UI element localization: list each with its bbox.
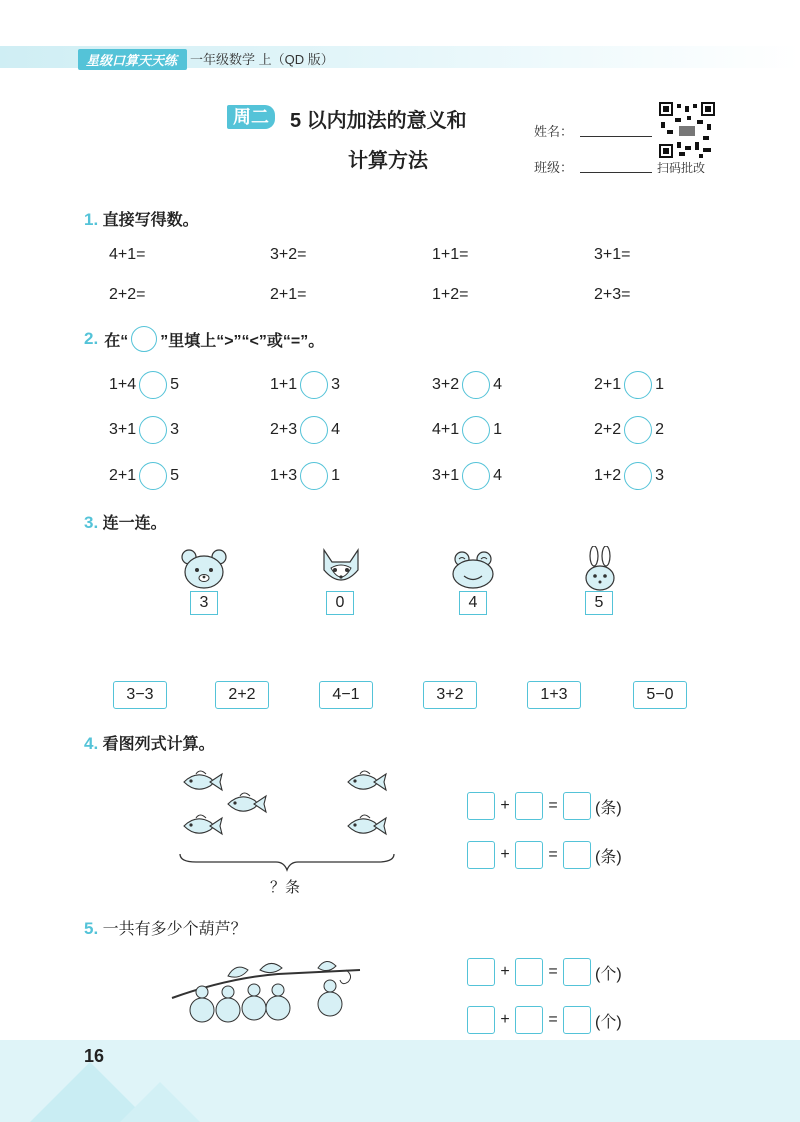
answer-box[interactable] bbox=[515, 958, 543, 986]
answer-box[interactable] bbox=[563, 841, 591, 869]
s1-expr: 1+1= bbox=[432, 246, 469, 263]
answer-circle[interactable] bbox=[300, 371, 328, 399]
section-2-text-a: 在“ bbox=[104, 332, 129, 350]
answer-box[interactable] bbox=[467, 958, 495, 986]
compare-item: 4+1 1 bbox=[432, 416, 502, 444]
frog-icon bbox=[450, 550, 496, 590]
section-4-number: 4. bbox=[84, 734, 99, 753]
footer-pattern bbox=[0, 1040, 800, 1122]
compare-item: 3+1 3 bbox=[109, 416, 179, 444]
answer-box[interactable] bbox=[467, 1006, 495, 1034]
sample-circle bbox=[131, 326, 157, 352]
gourd-icon bbox=[242, 984, 266, 1020]
fish-icon bbox=[348, 815, 386, 834]
answer-circle[interactable] bbox=[462, 371, 490, 399]
qr-caption: 扫码批改 bbox=[657, 161, 706, 175]
s1-expr: 2+1= bbox=[270, 286, 307, 303]
section-2-number: 2. bbox=[84, 329, 99, 348]
expression-box[interactable]: 3+2 bbox=[423, 681, 477, 709]
gourd-icon bbox=[216, 986, 240, 1022]
answer-circle[interactable] bbox=[139, 462, 167, 490]
number-box[interactable]: 4 bbox=[459, 591, 487, 615]
section-3-heading bbox=[84, 510, 167, 533]
compare-item: 1+4 5 bbox=[109, 371, 179, 399]
class-field[interactable] bbox=[580, 158, 652, 173]
fish-icon bbox=[184, 815, 222, 834]
expression-box[interactable]: 4−1 bbox=[319, 681, 373, 709]
expression-box[interactable]: 5−0 bbox=[633, 681, 687, 709]
compare-item: 1+3 1 bbox=[270, 462, 340, 490]
number-box[interactable]: 0 bbox=[326, 591, 354, 615]
compare-item: 3+1 4 bbox=[432, 462, 502, 490]
answer-box[interactable] bbox=[563, 958, 591, 986]
number-box[interactable]: 5 bbox=[585, 591, 613, 615]
fish-icon bbox=[228, 793, 266, 812]
section-1-text: 直接写得数。 bbox=[102, 212, 199, 229]
section-5-heading bbox=[84, 916, 247, 939]
s1-expr: 3+1= bbox=[594, 246, 631, 263]
answer-box[interactable] bbox=[563, 1006, 591, 1034]
name-field[interactable] bbox=[580, 122, 652, 137]
compare-item: 1+1 3 bbox=[270, 371, 340, 399]
page-title-line1: 5 以内加法的意义和 bbox=[290, 110, 467, 132]
bear-icon bbox=[180, 548, 228, 590]
equation-row: + = (个) bbox=[467, 958, 622, 986]
s1-expr: 1+2= bbox=[432, 286, 469, 303]
book-title: 一年级数学 上（QD 版） bbox=[190, 52, 334, 67]
s1-expr: 4+1= bbox=[109, 246, 146, 263]
compare-item: 2+1 5 bbox=[109, 462, 179, 490]
s1-expr: 2+2= bbox=[109, 286, 146, 303]
answer-circle[interactable] bbox=[462, 462, 490, 490]
section-1-number: 1. bbox=[84, 210, 99, 229]
gourd-vine-picture bbox=[168, 956, 364, 1030]
day-tag: 周二 bbox=[227, 105, 275, 129]
gourd-icon bbox=[266, 984, 290, 1020]
answer-circle[interactable] bbox=[139, 371, 167, 399]
rabbit-icon bbox=[582, 546, 618, 592]
series-title: 星级口算天天练 bbox=[78, 49, 187, 70]
expression-box[interactable]: 3−3 bbox=[113, 681, 167, 709]
section-5-text: 一共有多少个葫芦？ bbox=[102, 921, 247, 938]
answer-box[interactable] bbox=[467, 792, 495, 820]
section-4-heading bbox=[84, 731, 215, 754]
compare-item: 2+3 4 bbox=[270, 416, 340, 444]
answer-box[interactable] bbox=[515, 841, 543, 869]
answer-box[interactable] bbox=[563, 792, 591, 820]
answer-box[interactable] bbox=[515, 1006, 543, 1034]
compare-item: 2+1 1 bbox=[594, 371, 664, 399]
class-label: 班级： bbox=[534, 160, 574, 175]
section-1-heading bbox=[84, 207, 199, 230]
answer-circle[interactable] bbox=[462, 416, 490, 444]
expression-box[interactable]: 2+2 bbox=[215, 681, 269, 709]
answer-box[interactable] bbox=[515, 792, 543, 820]
answer-circle[interactable] bbox=[624, 371, 652, 399]
section-5-number: 5. bbox=[84, 919, 99, 938]
compare-item: 3+2 4 bbox=[432, 371, 502, 399]
equation-row: + = (个) bbox=[467, 1006, 622, 1034]
answer-circle[interactable] bbox=[624, 416, 652, 444]
s1-expr: 3+2= bbox=[270, 246, 307, 263]
expression-box[interactable]: 1+3 bbox=[527, 681, 581, 709]
compare-item: 1+2 3 bbox=[594, 462, 664, 490]
section-4-text: 看图列式计算。 bbox=[102, 736, 215, 753]
fox-icon bbox=[318, 546, 364, 590]
equation-row: + = (条) bbox=[467, 841, 622, 869]
section-2-heading bbox=[84, 326, 324, 352]
section-3-number: 3. bbox=[84, 513, 99, 532]
gourd-icon bbox=[318, 980, 342, 1016]
answer-circle[interactable] bbox=[300, 416, 328, 444]
s1-expr: 2+3= bbox=[594, 286, 631, 303]
answer-box[interactable] bbox=[467, 841, 495, 869]
equation-row: + = (条) bbox=[467, 792, 622, 820]
answer-circle[interactable] bbox=[139, 416, 167, 444]
page-number: 16 bbox=[84, 1046, 105, 1066]
qr-code-icon[interactable] bbox=[659, 102, 715, 158]
fish-icon bbox=[184, 771, 222, 790]
section-2-text-b: ”里填上“>”“<”或“=”。 bbox=[160, 332, 325, 350]
name-label: 姓名： bbox=[534, 124, 574, 139]
page-title-line2: 计算方法 bbox=[348, 150, 428, 172]
fish-picture bbox=[176, 762, 398, 874]
answer-circle[interactable] bbox=[624, 462, 652, 490]
brace-label: ？条 bbox=[270, 879, 301, 896]
number-box[interactable]: 3 bbox=[190, 591, 218, 615]
section-3-text: 连一连。 bbox=[102, 515, 167, 532]
answer-circle[interactable] bbox=[300, 462, 328, 490]
compare-item: 2+2 2 bbox=[594, 416, 664, 444]
fish-icon bbox=[348, 771, 386, 790]
